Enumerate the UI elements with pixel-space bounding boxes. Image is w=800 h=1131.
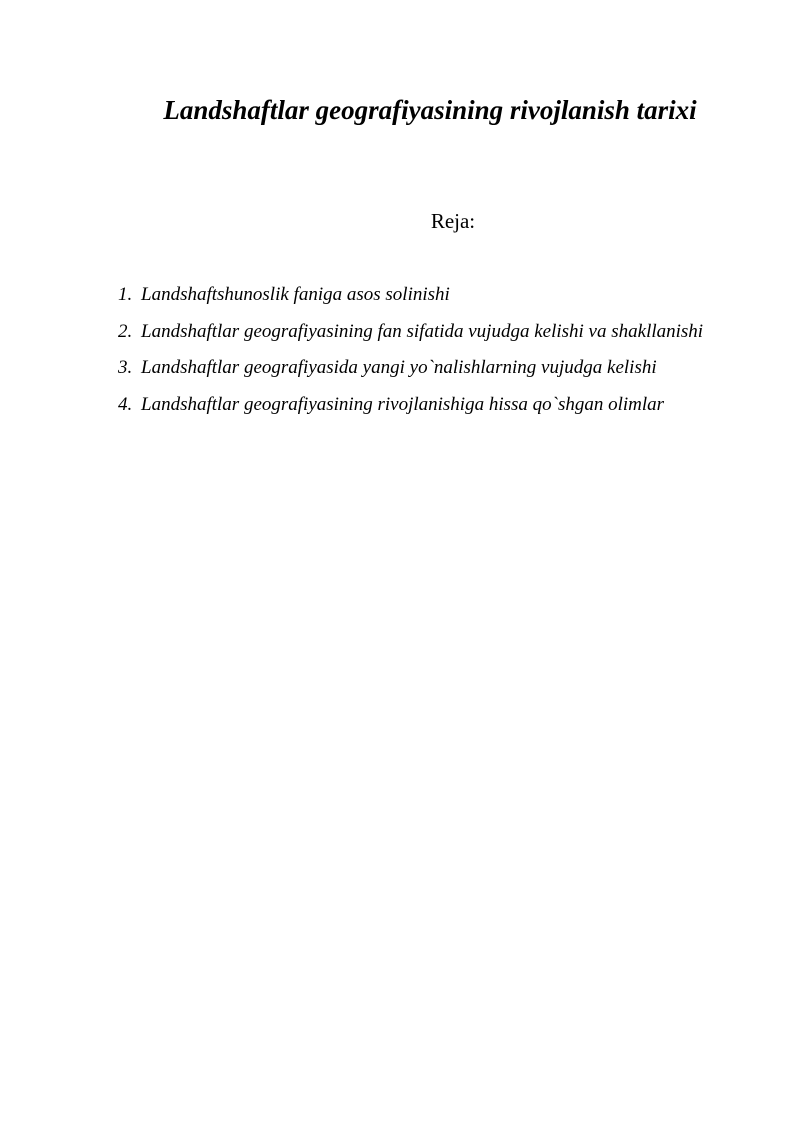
- plan-item-number: 3.: [118, 357, 133, 378]
- plan-item-text: Landshaftlar geografiyasining rivojlanishiga hissa qo`shgan olimlar: [141, 393, 665, 415]
- plan-item: [118, 277, 778, 314]
- plan-list: [118, 277, 778, 423]
- plan-item: [118, 314, 778, 351]
- plan-heading: Reja:: [430, 209, 476, 233]
- document-title: Landshaftlar geografiyasining rivojlanish tarixi: [163, 95, 697, 125]
- plan-item-text: Landshaftlar geografiyasining fan sifatida vujudga kelishi va shakllanishi: [141, 320, 704, 342]
- plan-item-number: 4.: [118, 393, 133, 415]
- plan-item-text: Landshaftshunoslik faniga asos solinishi: [141, 284, 450, 305]
- plan-item-text: Landshaftlar geografiyasida yangi yo`nalishlarning vujudga kelishi: [141, 357, 657, 378]
- plan-item: [118, 350, 778, 387]
- plan-item-number: 2.: [118, 320, 133, 342]
- plan-item-number: 1.: [118, 284, 133, 305]
- plan-item: [118, 387, 778, 424]
